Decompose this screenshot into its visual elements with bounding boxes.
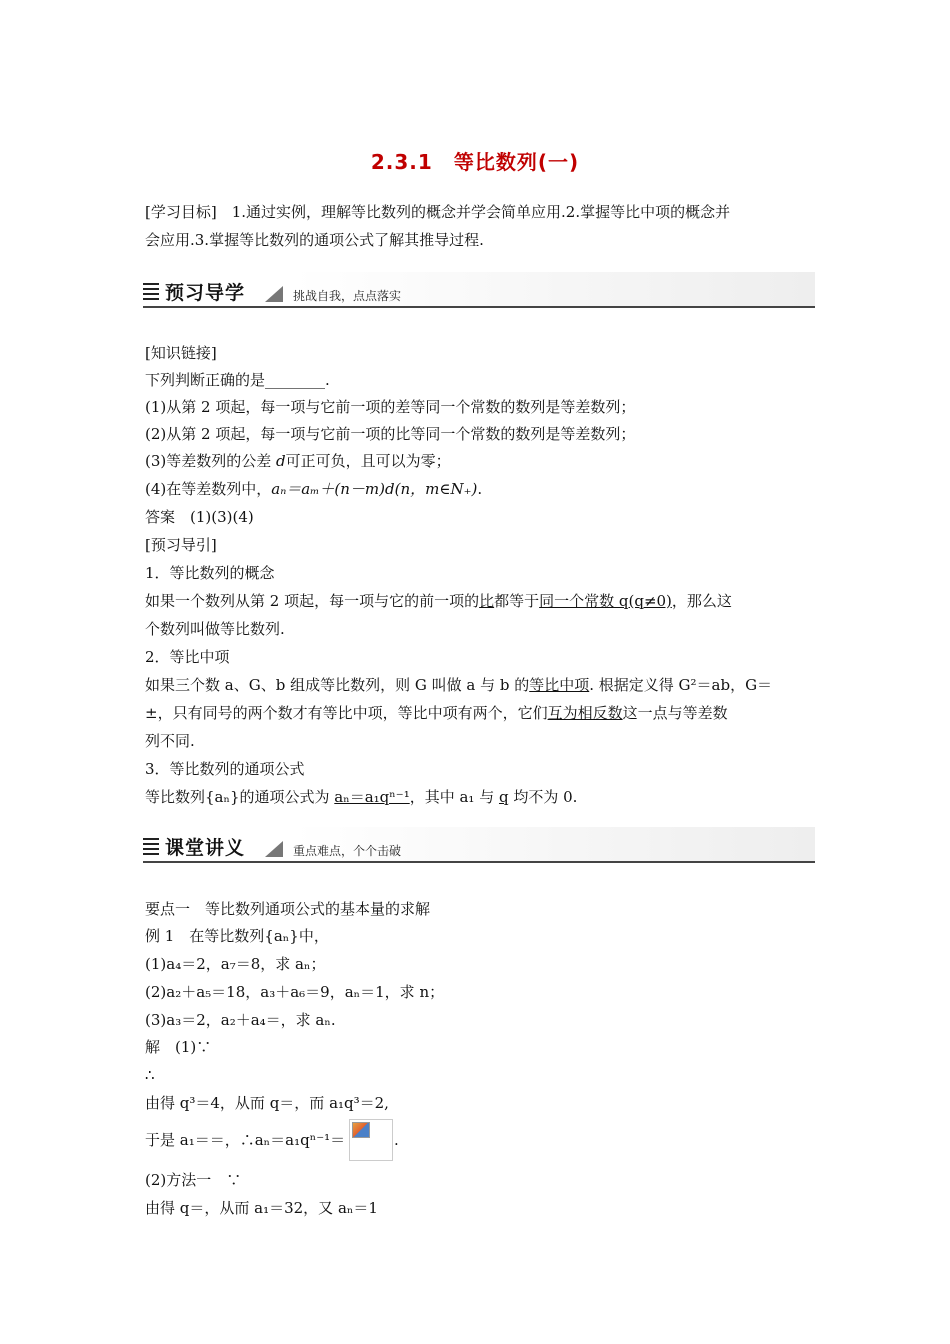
concept-text-b: 都等于 (494, 592, 540, 610)
page-title: 2.3.1 等比数列(一) (370, 150, 580, 174)
concept-paragraph-line1 (145, 591, 732, 611)
formula-text-c: 均不为 0. (508, 788, 578, 806)
formula-blank-general-term: aₙ＝a₁qⁿ⁻¹ (334, 788, 410, 806)
formula-paragraph (145, 787, 577, 807)
example-1: 例 1 在等比数列{aₙ}中， (145, 927, 329, 945)
common-difference-symbol: d (276, 452, 286, 470)
concept-blank-constant: 同一个常数 q(q≠0) (539, 592, 672, 610)
method-1-step: 由得 q＝，从而 a₁＝32，又 aₙ＝1 (145, 1199, 378, 1217)
mean-text-c: ±，只有同号的两个数才有等比中项，等比中项有两个，它们 (145, 704, 548, 722)
section-subtitle: 挑战自我，点点落实 (293, 289, 402, 303)
section-heading: 课堂讲义 (165, 837, 246, 859)
mean-blank-term: 等比中项 (529, 676, 590, 694)
mean-paragraph-line3: 列不同. (145, 732, 195, 750)
concept-paragraph-line2: 个数列叫做等比数列. (145, 620, 285, 638)
mean-text-b: . 根据定义得 G²＝ab，G＝ (589, 676, 773, 694)
stripes-icon (143, 838, 159, 856)
section-header-lecture (143, 827, 815, 867)
statement-2: (2)从第 2 项起，每一项与它前一项的比等同一个常数的数列是等差数列； (145, 425, 636, 443)
heading-general-formula: 3．等比数列的通项公式 (145, 760, 305, 778)
section-heading: 预习导学 (165, 282, 246, 304)
concept-blank-ratio: 比 (479, 592, 495, 610)
stripes-icon (143, 283, 159, 301)
preview-guide-label: [预习导引] (145, 536, 217, 554)
key-point-1: 要点一 等比数列通项公式的基本量的求解 (145, 900, 431, 918)
formula-blank-q: q (498, 788, 509, 806)
solution-step-2-end: . (394, 1131, 399, 1149)
question-text: 下列判断正确的是________. (145, 371, 330, 389)
image-icon (352, 1122, 370, 1138)
example-1-part-3: (3)a₃＝2，a₂＋a₄＝，求 aₙ. (145, 1011, 336, 1029)
learning-objectives-line1: [学习目标] 1.通过实例，理解等比数列的概念并学会简单应用.2.掌握等比中项的概念并 (145, 203, 731, 221)
learning-objectives-line2: 会应用.3.掌握等比数列的通项公式了解其推导过程. (145, 231, 484, 249)
statement-3-end: 可正可负，且可以为零； (285, 452, 451, 470)
answer-text: 答案 (1)(3)(4) (145, 508, 254, 526)
heading-geometric-mean: 2．等比中项 (145, 648, 230, 666)
section-divider (143, 861, 815, 863)
mean-blank-opposite: 互为相反数 (547, 704, 623, 722)
solution-step-1: 由得 q³＝4，从而 q＝，而 a₁q³＝2, (145, 1094, 389, 1112)
formula-text-b: ，其中 a₁ 与 (409, 788, 499, 806)
concept-text-c: ，那么这 (671, 592, 732, 610)
mean-paragraph-line1 (145, 675, 772, 695)
statement-3-start: (3)等差数列的公差 (145, 452, 277, 470)
mean-text-d: 这一点与等差数 (622, 704, 728, 722)
statement-4-end: . (477, 480, 483, 498)
therefore-symbol: ∴ (145, 1066, 155, 1084)
concept-text-a: 如果一个数列从第 2 项起，每一项与它的前一项的 (145, 592, 480, 610)
section-header-preview (143, 272, 815, 312)
statement-3 (145, 451, 451, 471)
statement-4-start: (4)在等差数列中， (145, 480, 272, 498)
broken-image-placeholder (349, 1119, 393, 1161)
example-1-part-2: (2)a₂＋a₅＝18，a₃＋a₆＝9，aₙ＝1，求 n； (145, 983, 445, 1001)
triangle-icon (265, 841, 283, 857)
triangle-icon (265, 286, 283, 302)
statement-4-formula: aₙ＝aₘ＋(n－m)d(n，m∈N₊) (271, 480, 478, 498)
heading-geometric-sequence-concept: 1．等比数列的概念 (145, 564, 275, 582)
mean-text-a: 如果三个数 a、G、b 组成等比数列，则 G 叫做 a 与 b 的 (145, 676, 530, 694)
method-1-start: (2)方法一 ∵ (145, 1171, 242, 1189)
mean-paragraph-line2 (145, 703, 728, 723)
formula-text-a: 等比数列{aₙ}的通项公式为 (145, 788, 335, 806)
section-divider (143, 306, 815, 308)
knowledge-link-label: [知识链接] (145, 344, 217, 362)
statement-1: (1)从第 2 项起，每一项与它前一项的差等同一个常数的数列是等差数列； (145, 398, 636, 416)
solution-step-2: 于是 a₁＝＝，∴aₙ＝a₁qⁿ⁻¹＝ (145, 1131, 346, 1149)
section-subtitle: 重点难点，个个击破 (293, 844, 402, 858)
statement-4 (145, 479, 482, 499)
example-1-part-1: (1)a₄＝2，a₇＝8，求 aₙ； (145, 955, 326, 973)
solution-start: 解 (1)∵ (145, 1038, 212, 1056)
